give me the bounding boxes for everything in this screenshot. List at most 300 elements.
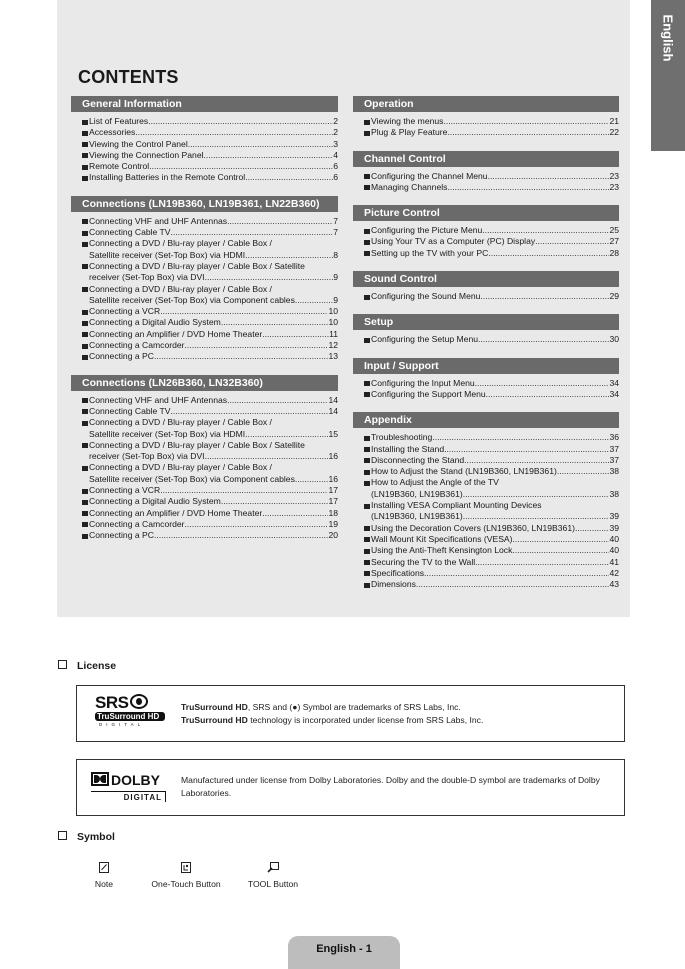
toc-entry [82,496,338,507]
toc-entry-label: Connecting VHF and UHF Antennas [89,394,228,405]
toc-entry [82,317,338,328]
toc-entry-text [371,500,619,523]
dot-leader [135,127,333,138]
toc-entry-text [89,340,338,351]
toc-entry-last-line [371,557,619,568]
toc-entry-label: Connecting a VCR [89,306,161,317]
dot-leader [149,161,333,172]
square-bullet-icon [82,443,88,448]
toc-entry-text [89,139,338,150]
dolby-logo-text: DOLBY [111,772,160,788]
checkbox-bullet-icon [58,831,67,840]
toc-entry-last-line [371,579,619,590]
toc-entry-text [89,238,338,261]
square-bullet-icon [364,470,370,475]
square-bullet-icon [82,131,88,136]
dot-leader [463,489,610,500]
toc-entry-text [371,291,619,302]
symbol-tool-label: TOOL Button [247,879,299,889]
toc-entry-last-line [89,329,338,340]
dot-leader [475,557,609,568]
toc-entry-label: Plug & Play Feature [371,127,448,138]
toc-entry-last-line [371,545,619,556]
toc-entry-text [89,519,338,530]
toc-entry [82,216,338,227]
language-tab [651,0,685,151]
dot-leader [512,545,609,556]
toc-entry-text [89,172,338,183]
symbol-one-touch [143,862,229,889]
toc-section-heading: Sound Control [353,271,619,287]
toc-section [353,412,619,590]
toc-entry-last-line [89,351,338,362]
toc-entry-label: Troubleshooting [371,432,433,443]
toc-page-number: 8 [333,249,338,260]
square-bullet-icon [82,398,88,403]
toc-entry-line: Connecting a DVD / Blu-ray player / Cable Box / [89,417,272,428]
toc-entry-last-line [371,444,619,455]
toc-page-number: 7 [333,227,338,238]
square-bullet-icon [364,295,370,300]
language-tab-label: English [660,14,676,62]
toc-entry-text [89,216,338,227]
toc-entry-last-line [371,182,619,193]
toc-entry [364,378,619,389]
dot-leader [488,248,609,259]
toc-entry [364,225,619,236]
toc-entry [82,284,338,307]
toc-entry-last-line [371,378,619,389]
srs-logo-text: SRS [95,693,129,712]
toc-entry-text [89,261,338,284]
toc-entry-list [71,395,338,542]
toc-entry-label: Connecting a Digital Audio System [89,317,221,328]
toc-entry-text [371,523,619,534]
toc-entry-label: (LN19B360, LN19B361) [371,488,463,499]
toc-entry [82,417,338,440]
dot-leader [160,485,328,496]
toc-entry-label: Satellite receiver (Set-Top Box) via HDMI [89,428,246,439]
toc-entry-last-line [371,466,619,477]
square-bullet-icon [364,120,370,125]
square-bullet-icon [364,131,370,136]
tool-button-icon [267,862,279,873]
square-bullet-icon [82,321,88,326]
square-bullet-icon [364,392,370,397]
dot-leader [478,334,609,345]
toc-entry-label: List of Features [89,116,149,126]
toc-entry-label: Connecting a VCR [89,485,161,496]
toc-entry-text [371,225,619,236]
square-bullet-icon [364,436,370,441]
toc-page-number: 11 [329,328,338,339]
square-bullet-icon [82,120,88,125]
toc-entry [364,466,619,477]
toc-entry-line: Installing VESA Compliant Mounting Devices [371,500,542,511]
dot-leader [221,317,329,328]
toc-entry-last-line [89,485,338,496]
toc-entry-last-line [89,395,338,406]
dot-leader [148,116,333,127]
contents-left-column [71,96,338,554]
toc-entry-list [353,291,619,302]
toc-entry-text [89,440,338,463]
toc-entry-last-line [371,248,619,259]
toc-section-heading: Connections (LN19B360, LN19B361, LN22B360) [71,196,338,212]
toc-entry [82,462,338,485]
toc-section-heading: Connections (LN26B360, LN32B360) [71,375,338,391]
page-number: English - 1 [288,936,400,969]
toc-entry-text [371,182,619,193]
toc-entry-label: Viewing the menus [371,116,444,126]
toc-entry-label: receiver (Set-Top Box) via DVI [89,451,205,462]
square-bullet-icon [82,421,88,426]
square-bullet-icon [82,511,88,516]
square-bullet-icon [364,537,370,542]
square-bullet-icon [82,466,88,471]
toc-entry-label: Connecting VHF and UHF Antennas [89,215,228,226]
toc-page-number: 23 [609,181,619,192]
square-bullet-icon [364,338,370,343]
square-bullet-icon [82,522,88,527]
toc-entry [82,150,338,161]
toc-entry-label: Disconnecting the Stand [371,454,465,465]
toc-entry-text [371,568,619,579]
square-bullet-icon [82,409,88,414]
dot-leader [245,429,328,440]
toc-entry [82,172,338,183]
toc-page-number: 28 [609,247,619,258]
toc-entry [82,306,338,317]
square-bullet-icon [364,458,370,463]
dot-leader [204,150,334,161]
toc-entry-list [353,225,619,259]
toc-entry-last-line [371,236,619,247]
dot-leader [480,291,609,302]
toc-entry-text [89,317,338,328]
toc-entry [82,351,338,362]
toc-entry-last-line [371,291,619,302]
toc-entry-line: Connecting a DVD / Blu-ray player / Cable Box / Satellite [89,439,305,450]
toc-page-number: 16 [328,451,338,462]
toc-page-number: 40 [609,533,619,544]
toc-entry-list [353,432,619,590]
toc-entry-last-line [89,161,338,172]
symbol-heading [58,831,115,843]
square-bullet-icon [364,251,370,256]
toc-entry-last-line [371,225,619,236]
dot-leader [424,568,609,579]
toc-section-heading: Setup [353,314,619,330]
square-bullet-icon [364,549,370,554]
srs-license-box [76,685,625,742]
toc-page-number: 9 [333,272,338,283]
srs-logo-subtitle: TruSurround HD [95,712,165,721]
srs-logo-tag: DIGITAL [99,722,145,727]
toc-page-number: 30 [609,334,619,345]
toc-entry-last-line [371,489,619,500]
toc-entry [364,248,619,259]
toc-section [353,205,619,259]
toc-entry-last-line [89,227,338,238]
srs-symbol-icon [130,694,148,709]
square-bullet-icon [82,344,88,349]
square-bullet-icon [364,526,370,531]
dolby-logo-subtitle: DIGITAL [91,791,166,802]
toc-page-number: 10 [328,317,338,328]
toc-page-number: 25 [609,225,619,236]
toc-entry-text [371,477,619,500]
toc-entry-label: Installing Batteries in the Remote Control [89,172,246,183]
toc-page-number: 27 [609,236,619,247]
toc-entry [82,530,338,541]
square-bullet-icon [364,481,370,486]
toc-section [353,314,619,345]
toc-entry-list [71,116,338,184]
toc-page-number: 40 [609,545,619,556]
toc-entry [82,440,338,463]
toc-section-heading: Appendix [353,412,619,428]
toc-entry-text [89,161,338,172]
toc-entry [82,519,338,530]
license-heading-label: License [77,660,117,672]
toc-entry-line: Connecting a DVD / Blu-ray player / Cable Box / [89,283,272,294]
square-bullet-icon [364,571,370,576]
toc-entry-text [89,496,338,507]
toc-entry-last-line [371,523,619,534]
square-bullet-icon [364,240,370,245]
srs-line1-bold: TruSurround HD [181,702,248,712]
toc-entry [364,444,619,455]
dolby-license-text: Manufactured under license from Dolby Laboratories. Dolby and the double-D symbol are trademarks of Dolby Laboratories. [181,775,600,798]
toc-entry-line: Connecting a DVD / Blu-ray player / Cable Box / [89,462,272,473]
dot-leader [227,395,328,406]
toc-entry [364,557,619,568]
toc-entry-text [371,579,619,590]
dot-leader [488,171,610,182]
toc-entry [364,389,619,400]
dot-leader [227,216,333,227]
toc-entry-label: Connecting an Amplifier / DVD Home Theater [89,507,263,518]
toc-entry-text [89,406,338,417]
toc-entry-text [89,127,338,138]
square-bullet-icon [82,332,88,337]
toc-entry-label: Connecting a PC [89,351,154,362]
toc-page-number: 18 [328,507,338,518]
toc-entry-label: Satellite receiver (Set-Top Box) via Component cables [89,294,295,305]
toc-entry-label: Viewing the Connection Panel [89,149,204,160]
dot-leader [188,139,333,150]
toc-page-number: 37 [609,443,619,454]
square-bullet-icon [364,583,370,588]
toc-entry-text [89,329,338,340]
toc-page-number: 4 [333,149,338,160]
toc-page-number: 37 [609,454,619,465]
toc-page-number: 16 [328,473,338,484]
toc-section [353,96,619,139]
toc-entry-label: Satellite receiver (Set-Top Box) via Component cables [89,473,295,484]
toc-entry-label: Installing the Stand [371,443,445,454]
square-bullet-icon [82,310,88,315]
toc-entry [364,568,619,579]
dot-leader [154,351,328,362]
toc-entry-text [371,455,619,466]
toc-entry [82,395,338,406]
toc-entry [82,227,338,238]
toc-entry [82,508,338,519]
toc-entry-label: Connecting a PC [89,530,154,541]
dot-leader [447,182,609,193]
toc-entry [82,340,338,351]
dot-leader [262,508,328,519]
toc-entry-text [89,530,338,541]
dot-leader [171,406,329,417]
dot-leader [575,523,609,534]
square-bullet-icon [364,560,370,565]
toc-entry-text [89,306,338,317]
toc-entry-text [371,116,619,127]
toc-entry [82,485,338,496]
dolby-license-box [76,759,625,816]
toc-page-number: 6 [333,172,338,183]
square-bullet-icon [82,231,88,236]
toc-entry-text [371,389,619,400]
toc-entry-text [371,557,619,568]
toc-entry-label: Connecting a Digital Audio System [89,496,221,507]
dot-leader [447,127,609,138]
toc-entry [364,545,619,556]
toc-page-number: 2 [333,116,338,126]
srs-license-text [181,701,483,727]
toc-entry-last-line [89,306,338,317]
srs-line2-rest: technology is incorporated under license from SRS Labs, Inc. [247,715,484,725]
toc-entry-text [89,395,338,406]
toc-page-number: 3 [333,138,338,149]
toc-page-number: 17 [328,496,338,507]
srs-line2-bold: TruSurround HD [181,715,248,725]
toc-entry-label: Using the Anti-Theft Kensington Lock [371,545,513,556]
toc-page-number: 6 [333,161,338,172]
toc-entry-last-line [371,334,619,345]
toc-entry-text [371,334,619,345]
dot-leader [205,451,329,462]
toc-entry-text [89,417,338,440]
toc-entry-label: Configuring the Picture Menu [371,225,483,236]
dot-leader [513,534,610,545]
toc-entry [364,579,619,590]
toc-entry-text [89,150,338,161]
toc-entry-text [371,236,619,247]
toc-entry [364,477,619,500]
toc-entry-label: Setting up the TV with your PC [371,247,489,258]
square-bullet-icon [82,287,88,292]
toc-entry-list [353,171,619,194]
dot-leader [221,496,329,507]
toc-page-number: 10 [328,306,338,317]
toc-entry [82,238,338,261]
dot-leader [535,236,609,247]
toc-entry-last-line [371,455,619,466]
toc-entry-last-line [89,474,338,485]
dot-leader [154,530,328,541]
square-bullet-icon [364,504,370,509]
square-bullet-icon [82,153,88,158]
toc-page-number: 12 [328,340,338,351]
square-bullet-icon [82,489,88,494]
toc-entry-last-line [89,451,338,462]
toc-page-number: 15 [328,428,338,439]
toc-section [353,271,619,302]
dot-leader [160,306,328,317]
toc-entry-last-line [89,295,338,306]
toc-entry-last-line [89,340,338,351]
toc-entry-line: How to Adjust the Angle of the TV [371,477,499,488]
toc-entry-label: Configuring the Channel Menu [371,170,488,181]
dolby-logo [91,771,167,802]
toc-entry-label: (LN19B360, LN19B361) [371,511,463,522]
toc-entry [364,455,619,466]
toc-page-number: 19 [328,518,338,529]
toc-entry-label: Connecting Cable TV [89,405,171,416]
toc-entry-last-line [89,496,338,507]
toc-entry-last-line [371,171,619,182]
toc-page-number: 7 [333,215,338,226]
symbol-heading-label: Symbol [77,831,115,843]
toc-entry [82,406,338,417]
toc-entry-last-line [89,139,338,150]
toc-page-number: 29 [609,291,619,302]
toc-entry [364,523,619,534]
toc-entry-last-line [89,150,338,161]
toc-entry-label: Remote Control [89,161,150,172]
toc-entry-label: Configuring the Input Menu [371,377,475,388]
toc-entry-last-line [371,511,619,522]
toc-entry [364,334,619,345]
toc-entry-label: Securing the TV to the Wall [371,556,476,567]
square-bullet-icon [82,165,88,170]
dot-leader [444,444,609,455]
toc-page-number: 39 [609,522,619,533]
toc-entry-text [89,462,338,485]
toc-entry [82,261,338,284]
checkbox-bullet-icon [58,660,67,669]
dot-leader [185,519,329,530]
toc-entry-last-line [89,519,338,530]
toc-entry-last-line [89,317,338,328]
square-bullet-icon [364,447,370,452]
square-bullet-icon [364,185,370,190]
toc-section [71,196,338,363]
dot-leader [557,466,610,477]
toc-page-number: 42 [609,567,619,578]
toc-entry-last-line [89,216,338,227]
toc-entry-last-line [89,116,338,127]
toc-entry-text [371,534,619,545]
srs-line1-rest: , SRS and (●) Symbol are trademarks of SRS Labs, Inc. [247,702,461,712]
toc-entry-label: Configuring the Setup Menu [371,334,479,345]
toc-page-number: 34 [609,377,619,388]
toc-entry-last-line [89,272,338,283]
toc-page-number: 23 [609,170,619,181]
toc-page-number: 39 [609,511,619,522]
toc-section [71,96,338,184]
toc-page-number: 41 [609,556,619,567]
toc-entry [364,432,619,443]
toc-entry-last-line [89,429,338,440]
toc-entry [364,534,619,545]
toc-section [353,358,619,401]
square-bullet-icon [82,219,88,224]
